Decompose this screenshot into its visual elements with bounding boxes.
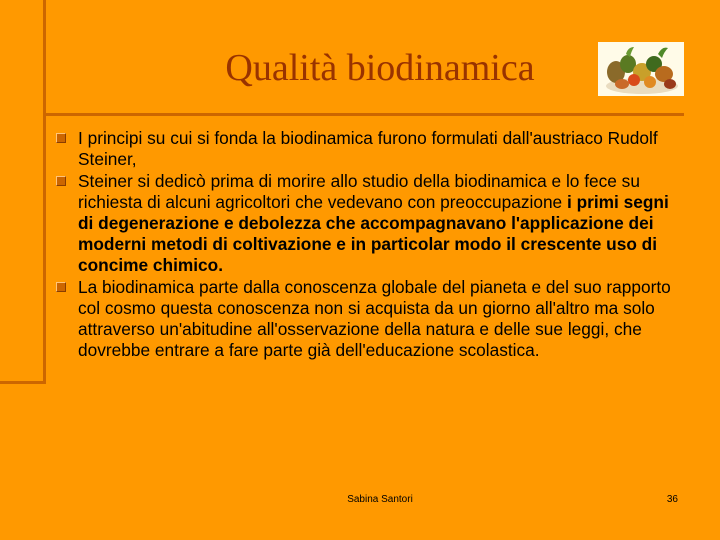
bullet-text: Steiner si dedicò prima di morire allo studio della biodinamica e lo fece su richiesta di alcuni agricoltori che vedevano con preoccupazione <box>78 171 640 212</box>
bullet-item <box>56 171 681 276</box>
left-vertical-rule <box>0 0 46 384</box>
vegetables-basket-image <box>598 42 684 96</box>
left-rule-foot <box>0 381 46 384</box>
footer-author: Sabina Santori <box>347 494 413 505</box>
title-underline-rule <box>46 113 684 116</box>
bullet-text: I principi su cui si fonda la biodinamica furono formulati dall'austriaco Rudolf Steiner, <box>78 128 658 169</box>
slide-title: Qualità biodinamica <box>225 47 535 89</box>
square-bullet-icon <box>56 133 66 143</box>
bullet-item <box>56 128 681 170</box>
bullet-text: La biodinamica parte dalla conoscenza globale del pianeta e del suo rapporto col cosmo questa conoscenza non si acquista da un giorno all'altro ma solo attraverso un'abitudine all'osservazione della natura e delle sue leggi, che dovrebbe entrare a fare parte già dell'educazione scolastica. <box>78 277 671 360</box>
square-bullet-icon <box>56 282 66 292</box>
bullet-bold-text: i primi segni di degenerazione e debolezza che accompagnavano l'applicazione dei moderni metodi di coltivazione e in particolar modo il crescente uso di concime chimico. <box>78 192 669 275</box>
bullet-list <box>56 128 681 362</box>
page-number: 36 <box>666 494 678 505</box>
bullet-item <box>56 277 681 361</box>
square-bullet-icon <box>56 176 66 186</box>
